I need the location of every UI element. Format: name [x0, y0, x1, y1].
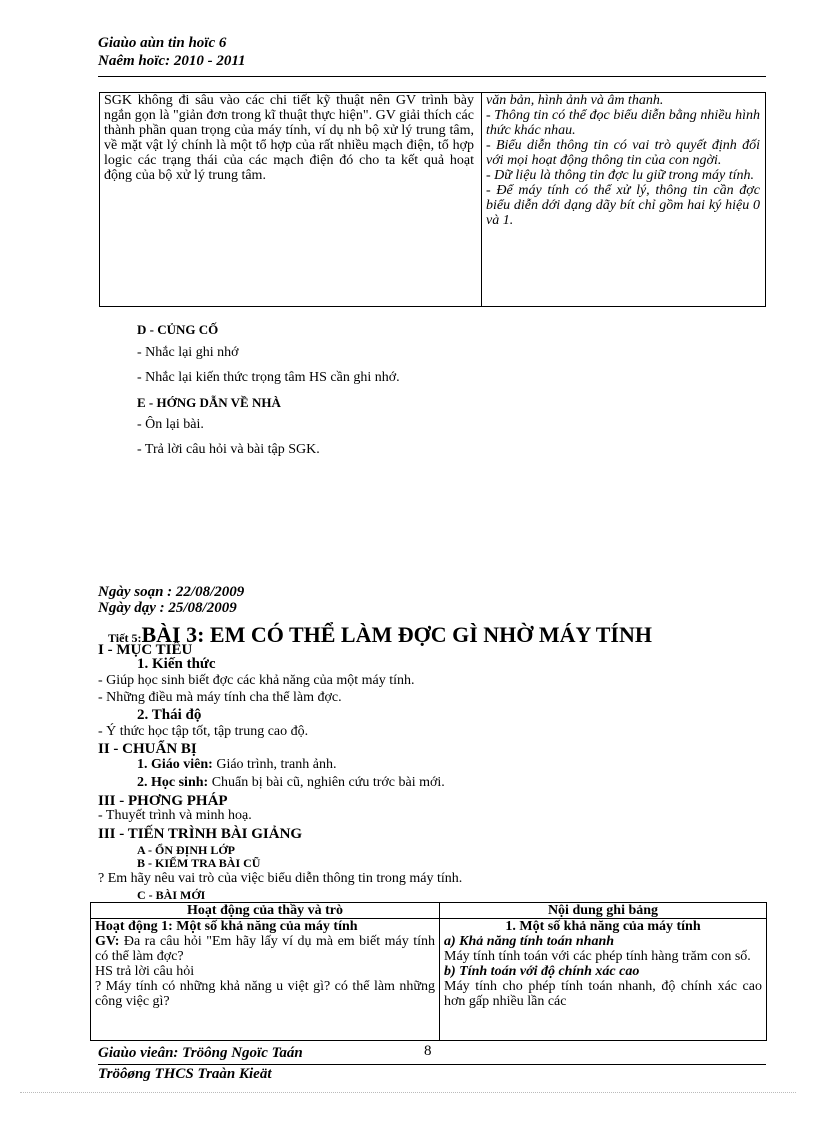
footer-rule: [98, 1064, 766, 1065]
board-line: Máy tính tính toán với các phép tính hàng trăm con số.: [444, 949, 751, 964]
huong-dan-item: - Trả lời câu hỏi và bài tập SGK.: [137, 442, 320, 457]
board-subtitle: a) Khả năng tính toán nhanh: [444, 934, 615, 949]
top-table: [99, 92, 766, 307]
cung-co-item: - Nhắc lại ghi nhớ: [137, 345, 239, 360]
right-line: văn bản, hình ảnh và âm thanh.: [486, 93, 664, 108]
right-line: - Để máy tính có thể xử lý, thông tin cần đợc biểu diễn dới dạng dãy bít chỉ gồm hai ký hiệu 0 và 1.: [486, 183, 760, 228]
huong-dan-item: - Ôn lại bài.: [137, 417, 204, 432]
body-line: - Thuyết trình và minh hoạ.: [98, 808, 252, 823]
section-heading: II - CHUẨN BỊ: [98, 741, 197, 757]
section-heading: I - MỤC TIÊU: [98, 642, 193, 658]
board-title: 1. Một số khả năng của máy tính: [505, 919, 701, 934]
board-line: Máy tính cho phép tính toán nhanh, độ chính xác cao hơn gấp nhiều lần các: [444, 979, 762, 1009]
activity-line: HS trả lời câu hỏi: [95, 964, 195, 979]
lesson-period: Tiết 5:: [108, 631, 142, 645]
board-subtitle: b) Tính toán với độ chính xác cao: [444, 964, 640, 979]
top-table-left-text: SGK không đi sâu vào các chi tiết kỹ thuật nên GV trình bày ngắn gọn là "giản đơn trong kĩ thuật thực hiện". GV giải thích các thành phần quan trọng của máy tính, ví dụ nh bộ xử lý trung tâm, về mặt vật lý chính là một tổ hợp của rất nhiều mạch điện, tổ hợp logic các trạng thái của các mạch điện đó cho ta kết quả hoạt động của bộ xử lý trung tâm.: [104, 93, 474, 183]
lesson-table-divider: [439, 903, 440, 1040]
page-number: 8: [424, 1043, 432, 1059]
body-line: - Giúp học sinh biết đợc các khả năng của một máy tính.: [98, 673, 415, 688]
header-subject: Giaùo aùn tin hoïc 6: [98, 35, 227, 51]
subsection-heading: C - BÀI MỚI: [137, 888, 206, 902]
label-teacher: 1. Giáo viên:: [137, 757, 213, 772]
body-line: - Ý thức học tập tốt, tập trung cao độ.: [98, 724, 309, 739]
cung-co-heading: D - CỦNG CỐ: [137, 322, 219, 337]
subsection-heading: B - KIỂM TRA BÀI CŨ: [137, 856, 261, 870]
subsection-heading: 1. Kiến thức: [137, 656, 216, 672]
right-line: - Dữ liệu là thông tin đợc lu giữ trong máy tính.: [486, 168, 754, 183]
activity-title: Hoạt động 1: Một số khả năng của máy tính: [95, 919, 358, 934]
lesson-table: [90, 902, 767, 1041]
gv-question: Đa ra câu hỏi "Em hãy lấy ví dụ mà em biết máy tính có thể làm đợc?: [95, 934, 435, 964]
page-bottom-divider: [20, 1092, 796, 1093]
cung-co-item: - Nhắc lại kiến thức trọng tâm HS cần ghi nhớ.: [137, 370, 400, 385]
activity-line: [95, 934, 435, 964]
gv-label: GV:: [95, 934, 120, 949]
body-line: [137, 757, 336, 773]
header-year: Naêm hoïc: 2010 - 2011: [98, 53, 246, 69]
date-taught: Ngày dạy : 25/08/2009: [98, 600, 237, 616]
right-line: - Biểu diễn thông tin có vai trò quyết định đối với mọi hoạt động thông tin của con ngời.: [486, 138, 760, 168]
top-table-divider: [481, 93, 482, 306]
body-line: - Những điều mà máy tính cha thể làm đợc.: [98, 690, 342, 705]
activity-line: ? Máy tính có những khả năng u việt gì? có thể làm những công việc gì?: [95, 979, 435, 1009]
date-prepared: Ngày soạn : 22/08/2009: [98, 584, 245, 600]
right-line: - Thông tin có thể đọc biểu diễn bằng nhiều hình thức khác nhau.: [486, 108, 760, 138]
lesson-title-text: BÀI 3: EM CÓ THỂ LÀM ĐỢC GÌ NHỜ MÁY TÍNH: [141, 622, 652, 647]
subsection-heading: A - ỔN ĐỊNH LỚP: [137, 843, 236, 857]
label-student: 2. Học sinh:: [137, 775, 209, 790]
section-heading: III - PHƠNG PHÁP: [98, 793, 228, 809]
board-content-cell: [444, 919, 762, 1009]
body-line: ? Em hãy nêu vai trò của việc biểu diễn thông tin trong máy tính.: [98, 871, 463, 886]
activities-cell: [95, 919, 435, 1009]
top-table-left-cell: [104, 93, 474, 183]
section-heading: III - TIẾN TRÌNH BÀI GIẢNG: [98, 826, 303, 842]
footer-teacher: Giaùo vieân: Tröông Ngoïc Taán: [98, 1045, 303, 1061]
footer-school: Tröôøng THCS Traàn Kieät: [98, 1066, 272, 1082]
teacher-materials: Giáo trình, tranh ảnh.: [212, 757, 337, 772]
huong-dan-heading: E - HỚNG DẪN VỀ NHÀ: [137, 395, 281, 410]
subsection-heading: 2. Thái độ: [137, 707, 202, 723]
header-board-content: Nội dung ghi bảng: [547, 903, 659, 918]
body-line: [137, 775, 445, 791]
header-rule: [98, 76, 766, 77]
top-table-right-cell: [486, 93, 760, 228]
header-activities: Hoạt động của thầy và trò: [187, 903, 343, 918]
student-materials: Chuẩn bị bài cũ, nghiên cứu trớc bài mới.: [208, 775, 445, 790]
